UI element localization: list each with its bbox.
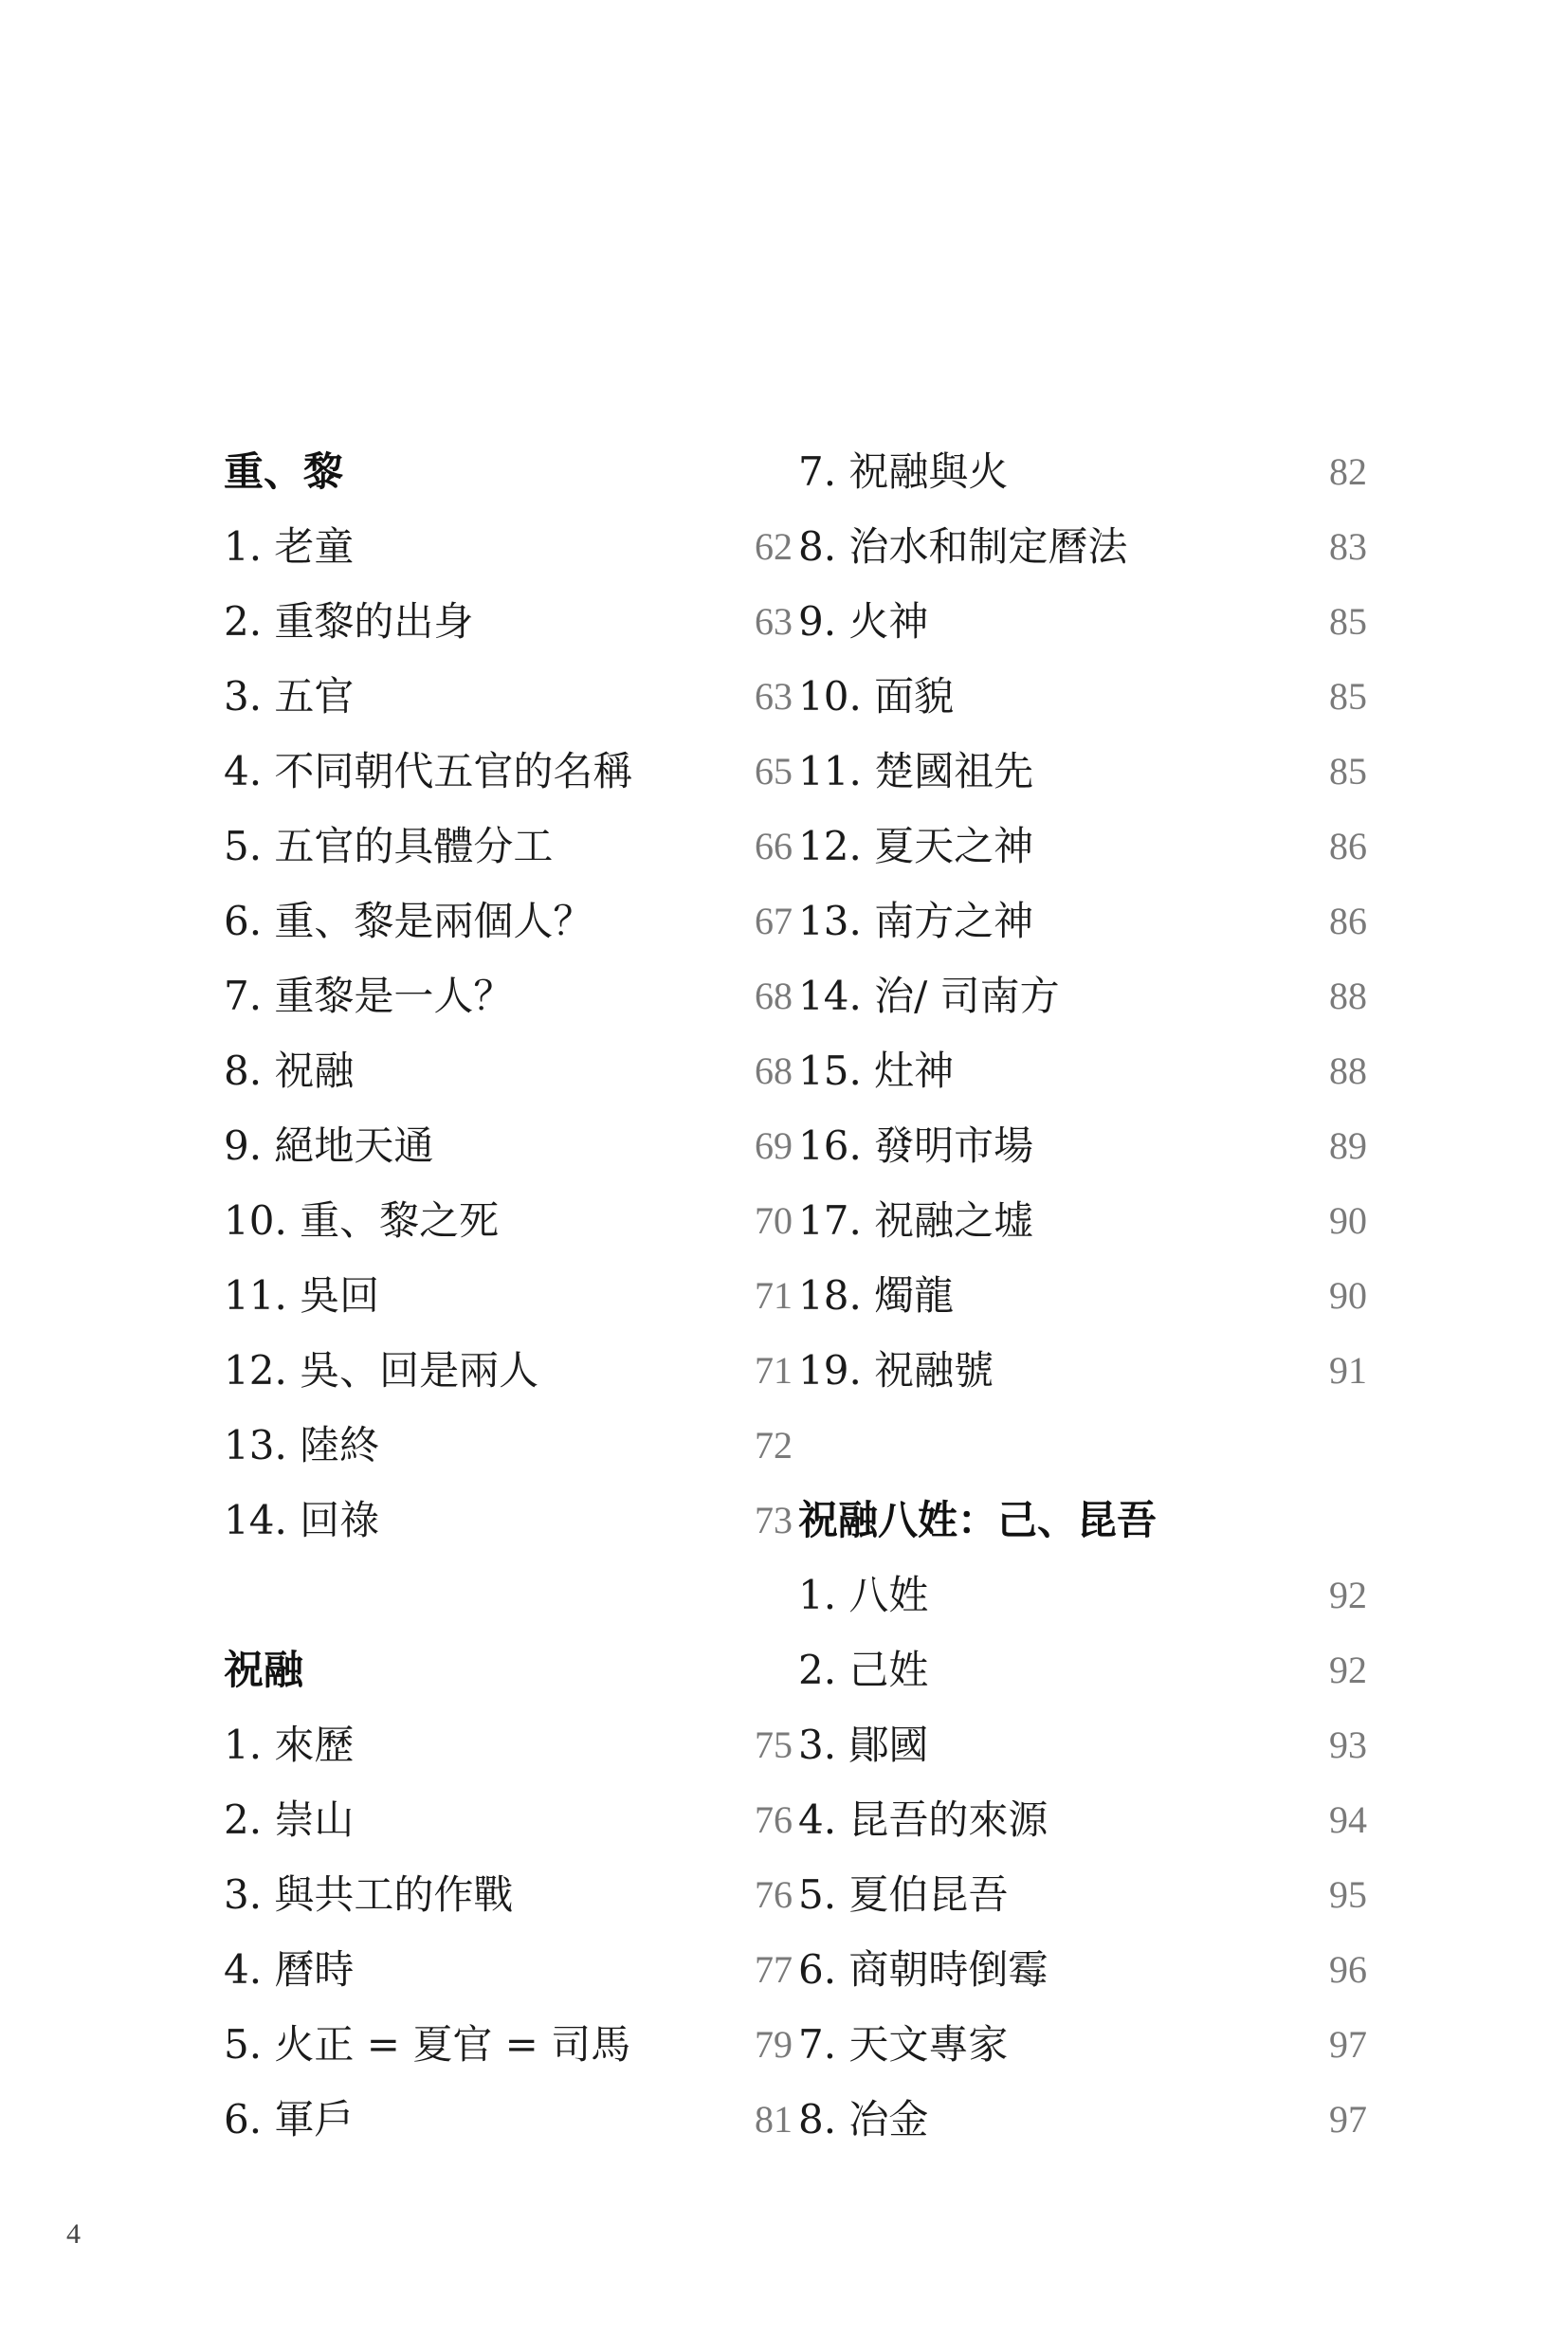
toc-entry-page-number: 70 [755, 1199, 793, 1242]
toc-entry-title: 17. 祝融之墟 [798, 1197, 1034, 1244]
toc-entry-page-number: 92 [1329, 1649, 1367, 1691]
toc-entry[interactable] [798, 1258, 1367, 1333]
toc-entry[interactable] [798, 1782, 1367, 1857]
toc-entry-title: 14. 回祿 [224, 1497, 380, 1543]
toc-entry-page-number: 63 [755, 600, 793, 643]
toc-entry-title: 2. 己姓 [798, 1647, 929, 1693]
toc-entry-title: 4. 不同朝代五官的名稱 [224, 748, 633, 794]
toc-entry-title: 8. 治水和制定曆法 [798, 523, 1128, 570]
toc-entry[interactable] [798, 884, 1367, 958]
toc-entry[interactable] [798, 809, 1367, 884]
toc-entry-title: 15. 灶神 [798, 1048, 955, 1094]
toc-entry-page-number: 62 [755, 525, 793, 568]
toc-entry-page-number: 73 [755, 1499, 793, 1541]
toc-entry[interactable] [798, 958, 1367, 1033]
toc-entry[interactable] [224, 584, 793, 659]
toc-entry-title: 13. 南方之神 [798, 898, 1034, 944]
toc-entry-page-number: 68 [755, 975, 793, 1017]
toc-entry-title: 6. 軍戶 [224, 2096, 355, 2142]
toc-entry-page-number: 77 [755, 1948, 793, 1991]
toc-entry-page-number: 83 [1329, 525, 1367, 568]
toc-entry[interactable] [798, 2082, 1367, 2157]
toc-entry-title: 13. 陸終 [224, 1422, 380, 1468]
toc-entry[interactable] [798, 1857, 1367, 1932]
toc-entry[interactable] [798, 1183, 1367, 1258]
toc-entry[interactable] [798, 659, 1367, 734]
toc-entry-title: 18. 燭龍 [798, 1272, 955, 1319]
toc-entry-page-number: 82 [1329, 450, 1367, 493]
toc-entry-title: 4. 昆吾的來源 [798, 1796, 1048, 1843]
toc-entry[interactable] [224, 1033, 793, 1108]
toc-entry[interactable] [798, 509, 1367, 584]
toc-entry[interactable] [224, 958, 793, 1033]
section-spacer [224, 1558, 793, 1632]
toc-entry[interactable] [224, 1408, 793, 1483]
toc-entry-title: 19. 祝融號 [798, 1347, 994, 1394]
toc-right-column [798, 434, 1367, 2157]
toc-entry-title: 9. 絕地天通 [224, 1122, 434, 1169]
toc-entry[interactable] [224, 2082, 793, 2157]
toc-entry-title: 1. 老童 [224, 523, 355, 570]
toc-entry[interactable] [798, 1108, 1367, 1183]
toc-entry-page-number: 92 [1329, 1574, 1367, 1616]
toc-entry-page-number: 88 [1329, 975, 1367, 1017]
section-spacer [798, 1408, 1367, 1483]
toc-entry-page-number: 76 [755, 1798, 793, 1841]
section-heading: 重、黎 [224, 448, 344, 495]
toc-entry-title: 8. 祝融 [224, 1048, 355, 1094]
section-heading: 祝融 [224, 1647, 304, 1693]
toc-entry-page-number: 65 [755, 750, 793, 793]
toc-entry-title: 7. 祝融與火 [798, 448, 1009, 495]
toc-entry-title: 1. 來歷 [224, 1722, 355, 1768]
toc-entry-title: 10. 重、黎之死 [224, 1197, 500, 1244]
toc-entry-title: 7. 重黎是一人？ [224, 973, 514, 1019]
toc-entry[interactable] [224, 2007, 793, 2082]
toc-entry[interactable] [224, 509, 793, 584]
toc-entry-page-number: 94 [1329, 1798, 1367, 1841]
toc-entry-page-number: 85 [1329, 750, 1367, 793]
toc-entry-title: 2. 重黎的出身 [224, 598, 474, 645]
toc-entry[interactable] [224, 1183, 793, 1258]
toc-entry[interactable] [224, 1333, 793, 1408]
toc-entry[interactable] [798, 1033, 1367, 1108]
toc-entry-title: 16. 發明市場 [798, 1122, 1034, 1169]
toc-entry[interactable] [798, 584, 1367, 659]
toc-entry-page-number: 69 [755, 1124, 793, 1167]
page-number: 4 [66, 2218, 81, 2250]
toc-entry[interactable] [798, 2007, 1367, 2082]
toc-entry[interactable] [798, 1558, 1367, 1632]
toc-entry-page-number: 85 [1329, 675, 1367, 718]
toc-entry[interactable] [224, 1782, 793, 1857]
section-heading: 祝融八姓：己、昆吾 [798, 1497, 1158, 1543]
toc-entry-title: 11. 吳回 [224, 1272, 380, 1319]
toc-entry-page-number: 79 [755, 2023, 793, 2066]
toc-entry-title: 12. 吳、回是兩人 [224, 1347, 539, 1394]
toc-entry-title: 5. 五官的具體分工 [224, 823, 554, 869]
toc-entry-title: 6. 重、黎是兩個人？ [224, 898, 593, 944]
toc-entry-page-number: 72 [755, 1424, 793, 1467]
toc-entry-title: 14. 治/ 司南方 [798, 973, 1060, 1019]
toc-entry-page-number: 86 [1329, 900, 1367, 942]
toc-entry-title: 3. 鄖國 [798, 1722, 929, 1768]
toc-entry-page-number: 90 [1329, 1274, 1367, 1317]
toc-entry-title: 1. 八姓 [798, 1572, 929, 1618]
toc-entry-page-number: 63 [755, 675, 793, 718]
toc-entry-page-number: 97 [1329, 2098, 1367, 2141]
toc-entry[interactable] [224, 1483, 793, 1558]
toc-entry[interactable] [224, 1108, 793, 1183]
toc-entry-page-number: 85 [1329, 600, 1367, 643]
toc-entry-title: 12. 夏天之神 [798, 823, 1034, 869]
toc-entry[interactable] [224, 659, 793, 734]
toc-entry-title: 7. 天文專家 [798, 2021, 1009, 2068]
toc-entry-title: 2. 崇山 [224, 1796, 355, 1843]
toc-entry-title: 6. 商朝時倒霉 [798, 1946, 1048, 1993]
toc-entry-title: 3. 與共工的作戰 [224, 1871, 514, 1918]
toc-entry-page-number: 66 [755, 825, 793, 867]
toc-entry-page-number: 89 [1329, 1124, 1367, 1167]
toc-entry[interactable] [224, 884, 793, 958]
toc-entry-page-number: 93 [1329, 1723, 1367, 1766]
toc-entry-page-number: 86 [1329, 825, 1367, 867]
toc-entry[interactable] [798, 434, 1367, 509]
toc-entry-title: 9. 火神 [798, 598, 929, 645]
toc-entry[interactable] [224, 1707, 793, 1782]
toc-entry[interactable] [224, 1932, 793, 2007]
toc-entry[interactable] [798, 1707, 1367, 1782]
toc-entry[interactable] [798, 734, 1367, 809]
toc-entry-title: 3. 五官 [224, 673, 355, 720]
toc-entry-title: 8. 冶金 [798, 2096, 929, 2142]
toc-entry-page-number: 97 [1329, 2023, 1367, 2066]
toc-entry-page-number: 90 [1329, 1199, 1367, 1242]
toc-entry-page-number: 95 [1329, 1873, 1367, 1916]
toc-entry[interactable] [798, 1932, 1367, 2007]
toc-entry[interactable] [224, 1857, 793, 1932]
toc-entry[interactable] [224, 809, 793, 884]
toc-entry-page-number: 76 [755, 1873, 793, 1916]
toc-entry-page-number: 81 [755, 2098, 793, 2141]
toc-entry-title: 5. 火正 = 夏官 = 司馬 [224, 2021, 631, 2068]
toc-entry[interactable] [224, 1258, 793, 1333]
toc-entry-page-number: 75 [755, 1723, 793, 1766]
toc-entry-page-number: 88 [1329, 1049, 1367, 1092]
toc-entry-title: 11. 楚國祖先 [798, 748, 1034, 794]
toc-entry-title: 10. 面貌 [798, 673, 955, 720]
toc-entry[interactable] [224, 734, 793, 809]
toc-entry-page-number: 91 [1329, 1349, 1367, 1392]
toc-left-column [224, 434, 793, 2157]
toc-entry-page-number: 71 [755, 1349, 793, 1392]
toc-entry[interactable] [798, 1333, 1367, 1408]
toc-entry-title: 4. 曆時 [224, 1946, 355, 1993]
toc-entry-page-number: 68 [755, 1049, 793, 1092]
toc-entry-page-number: 71 [755, 1274, 793, 1317]
toc-entry-page-number: 67 [755, 900, 793, 942]
toc-entry[interactable] [798, 1632, 1367, 1707]
toc-entry-page-number: 96 [1329, 1948, 1367, 1991]
toc-entry-title: 5. 夏伯昆吾 [798, 1871, 1009, 1918]
